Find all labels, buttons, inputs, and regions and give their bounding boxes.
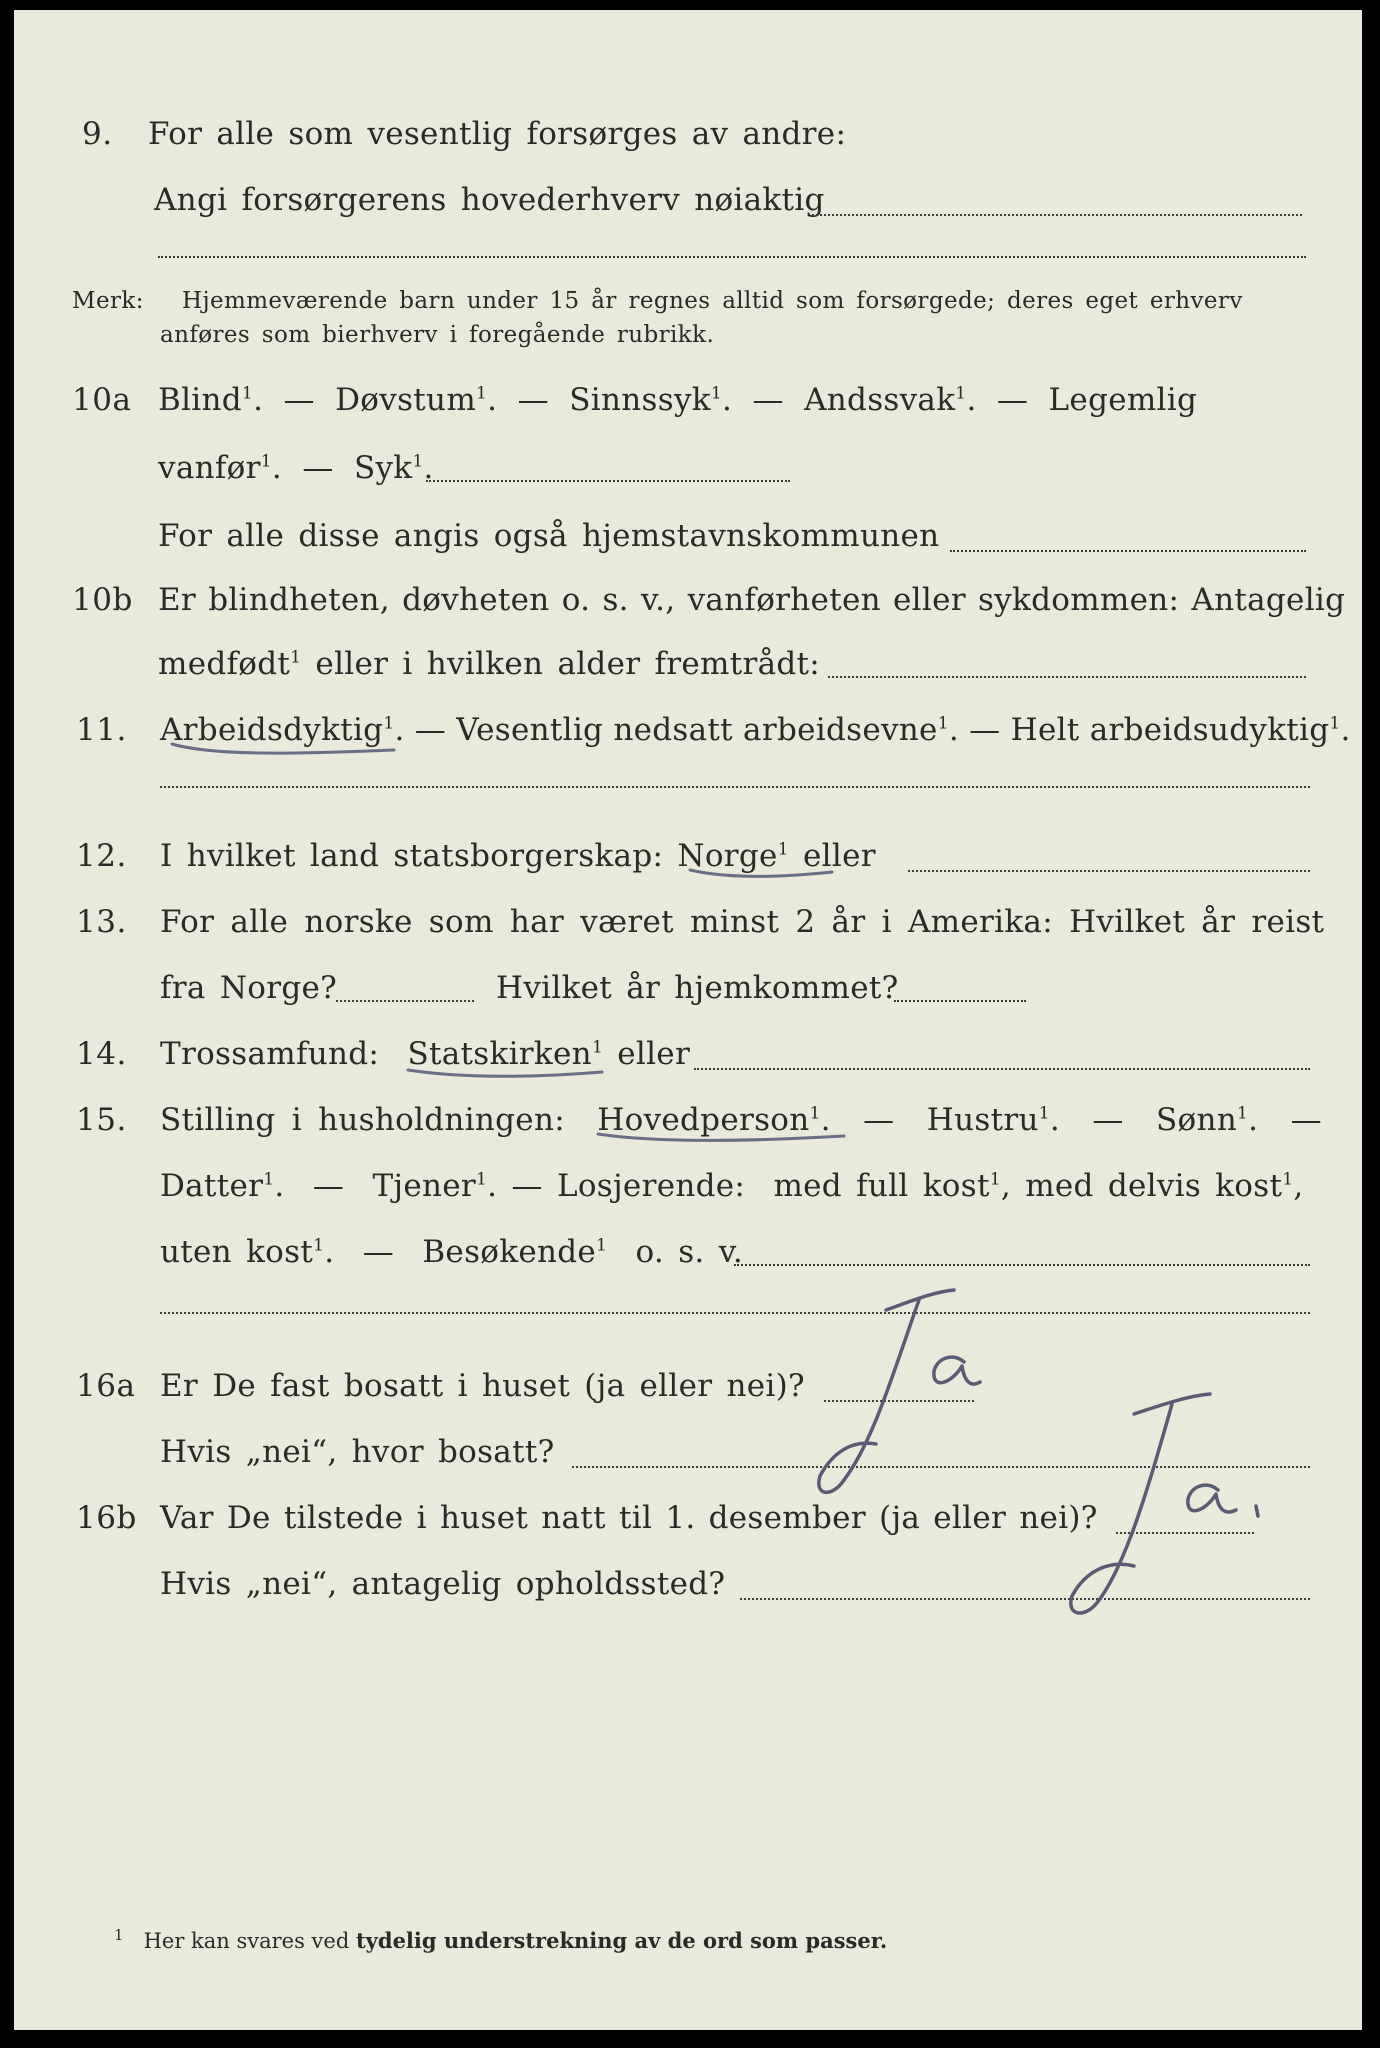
option-delvis-kost[interactable]: med delvis kost bbox=[1025, 1168, 1283, 1204]
question-16a bbox=[14, 1358, 1362, 1418]
answer-line[interactable] bbox=[160, 786, 1310, 788]
answer-field[interactable] bbox=[824, 1400, 974, 1402]
answer-field[interactable] bbox=[740, 1598, 1310, 1600]
question-16a-line2 bbox=[14, 1424, 1362, 1484]
note-line2 bbox=[14, 316, 1362, 356]
note-label: Merk: bbox=[72, 288, 144, 314]
question-10a bbox=[14, 372, 1362, 432]
answer-line[interactable] bbox=[158, 256, 1306, 258]
answer-field[interactable] bbox=[812, 214, 1302, 216]
question-number: 16b bbox=[76, 1500, 137, 1536]
answer-field[interactable] bbox=[694, 1068, 1310, 1070]
answer-field[interactable] bbox=[734, 1264, 1310, 1266]
question-9-line2 bbox=[14, 172, 1362, 232]
question-text: Er blindheten, døvheten o. s. v., vanførheten eller sykdommen: Antagelig bbox=[158, 582, 1346, 618]
question-15-line2 bbox=[14, 1158, 1362, 1218]
option-full-kost[interactable]: med full kost bbox=[773, 1168, 990, 1204]
option-syk[interactable]: Syk bbox=[353, 450, 413, 486]
answer-field[interactable] bbox=[426, 480, 790, 482]
footnote-mark: 1 bbox=[114, 1926, 124, 1944]
question-15-line3 bbox=[14, 1224, 1362, 1284]
question-number: 12. bbox=[76, 838, 127, 874]
option-statskirken[interactable]: Statskirken bbox=[407, 1036, 592, 1072]
question-10b-line2 bbox=[14, 636, 1362, 696]
question-11 bbox=[14, 702, 1362, 762]
question-text: fra Norge? bbox=[160, 970, 338, 1006]
question-options: Blind$^1$. — Døvstum$^1$. — Sinnssyk$^1$. — Andssvak$^1$. — Legemlig bbox=[158, 382, 1198, 418]
question-16b-line2 bbox=[14, 1556, 1362, 1616]
question-options: vanfør$^1$. — Syk$^1$. bbox=[158, 450, 434, 486]
option-medfodt[interactable]: medfødt bbox=[158, 646, 291, 682]
answer-line[interactable] bbox=[160, 1312, 1310, 1314]
question-options: Arbeidsdyktig$^1$. — Vesentlig nedsatt arbeidsevne$^1$. — Helt arbeidsudyktig$^1$. bbox=[160, 712, 1351, 748]
option-besokende[interactable]: Besøkende bbox=[422, 1234, 597, 1270]
option-vanfor[interactable]: vanfør bbox=[158, 450, 261, 486]
question-options: Datter$^1$. — Tjener$^1$. — Losjerende: med full kost$^1$, med delvis kost$^1$, bbox=[160, 1168, 1304, 1204]
question-number: 13. bbox=[76, 904, 127, 940]
option-hovedperson[interactable]: Hovedperson bbox=[597, 1102, 810, 1138]
answer-field[interactable] bbox=[950, 550, 1306, 552]
option-losjerende: Losjerende: bbox=[556, 1168, 746, 1204]
footnote-bold-text: tydelig understrekning av de ord som passer. bbox=[355, 1928, 888, 1953]
question-13-line2 bbox=[14, 960, 1362, 1020]
question-text: For alle norske som har været minst 2 år i Amerika: Hvilket år reist bbox=[160, 904, 1325, 940]
question-text: I hvilket land statsborgerskap: Norge$^1$ eller bbox=[160, 838, 876, 874]
option-dovstum[interactable]: Døvstum bbox=[335, 382, 477, 418]
question-number: 10b bbox=[72, 582, 133, 618]
answer-field-reist[interactable] bbox=[336, 1000, 474, 1002]
option-legemlig[interactable]: Legemlig bbox=[1048, 382, 1198, 418]
footnote bbox=[114, 1926, 887, 1953]
option-tjener[interactable]: Tjener bbox=[372, 1168, 477, 1204]
question-14 bbox=[14, 1026, 1362, 1086]
question-text: Er De fast bosatt i huset (ja eller nei)? bbox=[160, 1368, 805, 1404]
option-sinnssyk[interactable]: Sinnssyk bbox=[569, 382, 711, 418]
question-number: 9. bbox=[82, 116, 113, 152]
question-number: 10a bbox=[72, 382, 132, 418]
question-text: Hvilket år hjemkommet? bbox=[496, 970, 899, 1006]
question-options: Stilling i husholdningen: Hovedperson$^1$. — Hustru$^1$. — Sønn$^1$. — bbox=[160, 1102, 1322, 1138]
note-text: Hjemmeværende barn under 15 år regnes alltid som forsørgede; deres eget erhverv bbox=[182, 288, 1243, 314]
option-datter[interactable]: Datter bbox=[160, 1168, 264, 1204]
question-number: 11. bbox=[76, 712, 127, 748]
footnote-text: Her kan svares ved bbox=[143, 1929, 350, 1953]
question-text: Hvis „nei“, antagelig opholdssted? bbox=[160, 1566, 726, 1602]
note-text: anføres som bierhverv i foregående rubrikk. bbox=[160, 322, 715, 348]
question-text: medfødt$^1$ eller i hvilken alder fremtrådt: bbox=[158, 646, 821, 682]
answer-field[interactable] bbox=[828, 676, 1306, 678]
question-text: Trossamfund: Statskirken$^1$ eller bbox=[160, 1036, 691, 1072]
question-15 bbox=[14, 1092, 1362, 1152]
option-arbeidsdyktig[interactable]: Arbeidsdyktig bbox=[160, 712, 384, 748]
answer-field-hjemkommet[interactable] bbox=[894, 1000, 1026, 1002]
question-16b bbox=[14, 1490, 1362, 1550]
answer-field[interactable] bbox=[908, 870, 1310, 872]
question-text: For alle disse angis også hjemstavnskommunen bbox=[158, 518, 940, 554]
option-andssvak[interactable]: Andssvak bbox=[804, 382, 956, 418]
question-text: For alle som vesentlig forsørges av andre: bbox=[148, 116, 847, 152]
question-number: 16a bbox=[76, 1368, 136, 1404]
question-options: uten kost$^1$. — Besøkende$^1$ o. s. v. bbox=[160, 1234, 744, 1270]
question-10b bbox=[14, 572, 1362, 632]
question-number: 15. bbox=[76, 1102, 127, 1138]
question-text: Var De tilstede i huset natt til 1. desember (ja eller nei)? bbox=[160, 1500, 1098, 1536]
option-blind[interactable]: Blind bbox=[158, 382, 242, 418]
question-9 bbox=[14, 106, 1362, 166]
note bbox=[14, 278, 1362, 318]
census-form-page bbox=[14, 10, 1362, 2030]
question-13 bbox=[14, 894, 1362, 954]
question-text: Hvis „nei“, hvor bosatt? bbox=[160, 1434, 555, 1470]
question-text: Angi forsørgerens hovederhverv nøiaktig bbox=[154, 182, 825, 218]
answer-field[interactable] bbox=[1116, 1532, 1254, 1534]
question-12 bbox=[14, 828, 1362, 888]
option-nedsatt[interactable]: Vesentlig nedsatt arbeidsevne bbox=[456, 712, 938, 748]
option-norge[interactable]: Norge bbox=[677, 838, 778, 874]
question-10a-line2 bbox=[14, 440, 1362, 500]
question-number: 14. bbox=[76, 1036, 127, 1072]
option-hustru[interactable]: Hustru bbox=[926, 1102, 1039, 1138]
option-udyktig[interactable]: Helt arbeidsudyktig bbox=[1010, 712, 1330, 748]
option-uten-kost[interactable]: uten kost bbox=[160, 1234, 314, 1270]
question-10a-line3 bbox=[14, 508, 1362, 568]
option-sonn[interactable]: Sønn bbox=[1155, 1102, 1237, 1138]
answer-field[interactable] bbox=[572, 1466, 1310, 1468]
